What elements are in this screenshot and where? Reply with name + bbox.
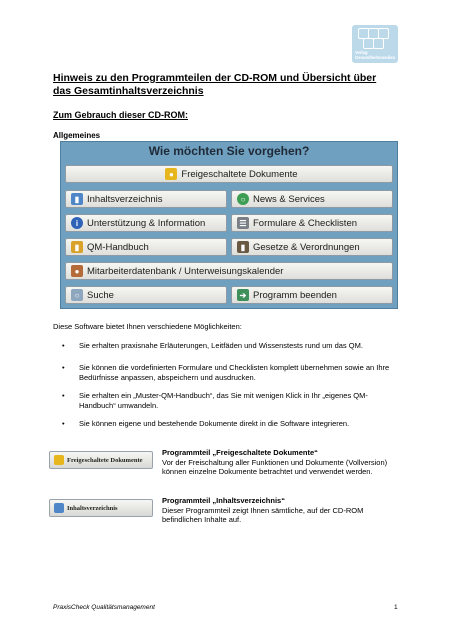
program-part-description (162, 496, 400, 525)
logo-text: Verlag Gesundheitsmedien (355, 50, 396, 60)
program-part-description (162, 448, 400, 477)
handbook-icon: ▮ (71, 241, 83, 253)
bullet-icon: • (62, 419, 65, 428)
button-label: QM-Handbuch (87, 241, 149, 253)
list-item-text: Sie erhalten praxisnahe Erläuterungen, Leitfäden und Wissenstests rund um das QM. (79, 341, 363, 350)
button-label: Inhaltsverzeichnis (87, 193, 163, 205)
thumbnail-label: Freigeschaltete Dokumente (67, 456, 143, 464)
publisher-logo (352, 25, 398, 63)
button-label: News & Services (253, 193, 325, 205)
footer-title: PraxisCheck Qualitätsmanagement (53, 604, 155, 611)
list-item-text: Sie erhalten ein „Muster-QM-Handbuch“, das Sie mit wenigen Klick in Ihr „eigenes QM-Handbuch“ umwandeln. (79, 391, 368, 410)
inhaltsverzeichnis-button[interactable] (65, 190, 227, 208)
freigeschaltete-dokumente-button[interactable] (65, 165, 393, 183)
section-heading: Zum Gebrauch dieser CD-ROM: (53, 110, 189, 120)
program-part-text: Dieser Programmteil zeigt Ihnen sämtliche, auf der CD-ROM befindlichen Inhalte auf. (162, 505, 364, 524)
inhaltsverzeichnis-thumbnail (49, 499, 153, 517)
button-label: Gesetze & Verordnungen (253, 241, 360, 253)
unterstuetzung-information-button[interactable] (65, 214, 227, 232)
button-label: Freigeschaltete Dokumente (181, 168, 298, 180)
menu-title: Wie möchten Sie vorgehen? (148, 144, 310, 158)
button-label: Programm beenden (253, 289, 337, 301)
gesetze-verordnungen-button[interactable] (231, 238, 393, 256)
law-book-icon: ▮ (237, 241, 249, 253)
qm-handbuch-button[interactable] (65, 238, 227, 256)
lock-icon (54, 455, 64, 465)
program-part-text: Vor der Freischaltung aller Funktionen und Dokumente (Vollversion) können einzelne Dokumente betrachtet und verwendet werden. (162, 457, 388, 476)
mitarbeiterdatenbank-button[interactable] (65, 262, 393, 280)
list-item-text: Sie können eigene und bestehende Dokumente direkt in die Software integrieren. (79, 419, 350, 428)
form-icon: ☰ (237, 217, 249, 229)
formulare-checklisten-button[interactable] (231, 214, 393, 232)
book-icon: ▮ (71, 193, 83, 205)
button-label: Suche (87, 289, 114, 301)
news-services-button[interactable] (231, 190, 393, 208)
programm-beenden-button[interactable] (231, 286, 393, 304)
bullet-icon: • (62, 391, 65, 400)
people-icon: ● (71, 265, 83, 277)
suche-button[interactable] (65, 286, 227, 304)
exit-icon: ➔ (237, 289, 249, 301)
button-label: Formulare & Checklisten (253, 217, 358, 229)
thumbnail-label: Inhaltsverzeichnis (67, 504, 118, 512)
intro-text: Diese Software bietet Ihnen verschiedene Möglichkeiten: (53, 322, 242, 331)
info-icon: i (71, 217, 83, 229)
program-part-heading: Programmteil „Inhaltsverzeichnis“ (162, 496, 285, 505)
globe-icon: ○ (237, 193, 249, 205)
lock-icon: ● (165, 168, 177, 180)
search-icon: ○ (71, 289, 83, 301)
book-icon (54, 503, 64, 513)
bullet-icon: • (62, 363, 65, 372)
program-part-heading: Programmteil „Freigeschaltete Dokumente“ (162, 448, 318, 457)
page-title: Hinweis zu den Programmteilen der CD-ROM und Übersicht über das Gesamtinhaltsverzeichnis (53, 72, 377, 97)
bullet-icon: • (62, 341, 65, 350)
button-label: Mitarbeiterdatenbank / Unterweisungskalender (87, 265, 284, 277)
subheading: Allgemeines (53, 131, 101, 140)
page-number: 1 (394, 604, 398, 611)
list-item-text: Sie können die vordefinierten Formulare und Checklisten komplett übernehmen sowie an Ihre Bedürfnisse anpassen, abspeichern und ausdrucken. (79, 363, 390, 382)
cdrom-main-menu (60, 141, 398, 309)
freigeschaltete-dokumente-thumbnail (49, 451, 153, 469)
button-label: Unterstützung & Information (87, 217, 206, 229)
